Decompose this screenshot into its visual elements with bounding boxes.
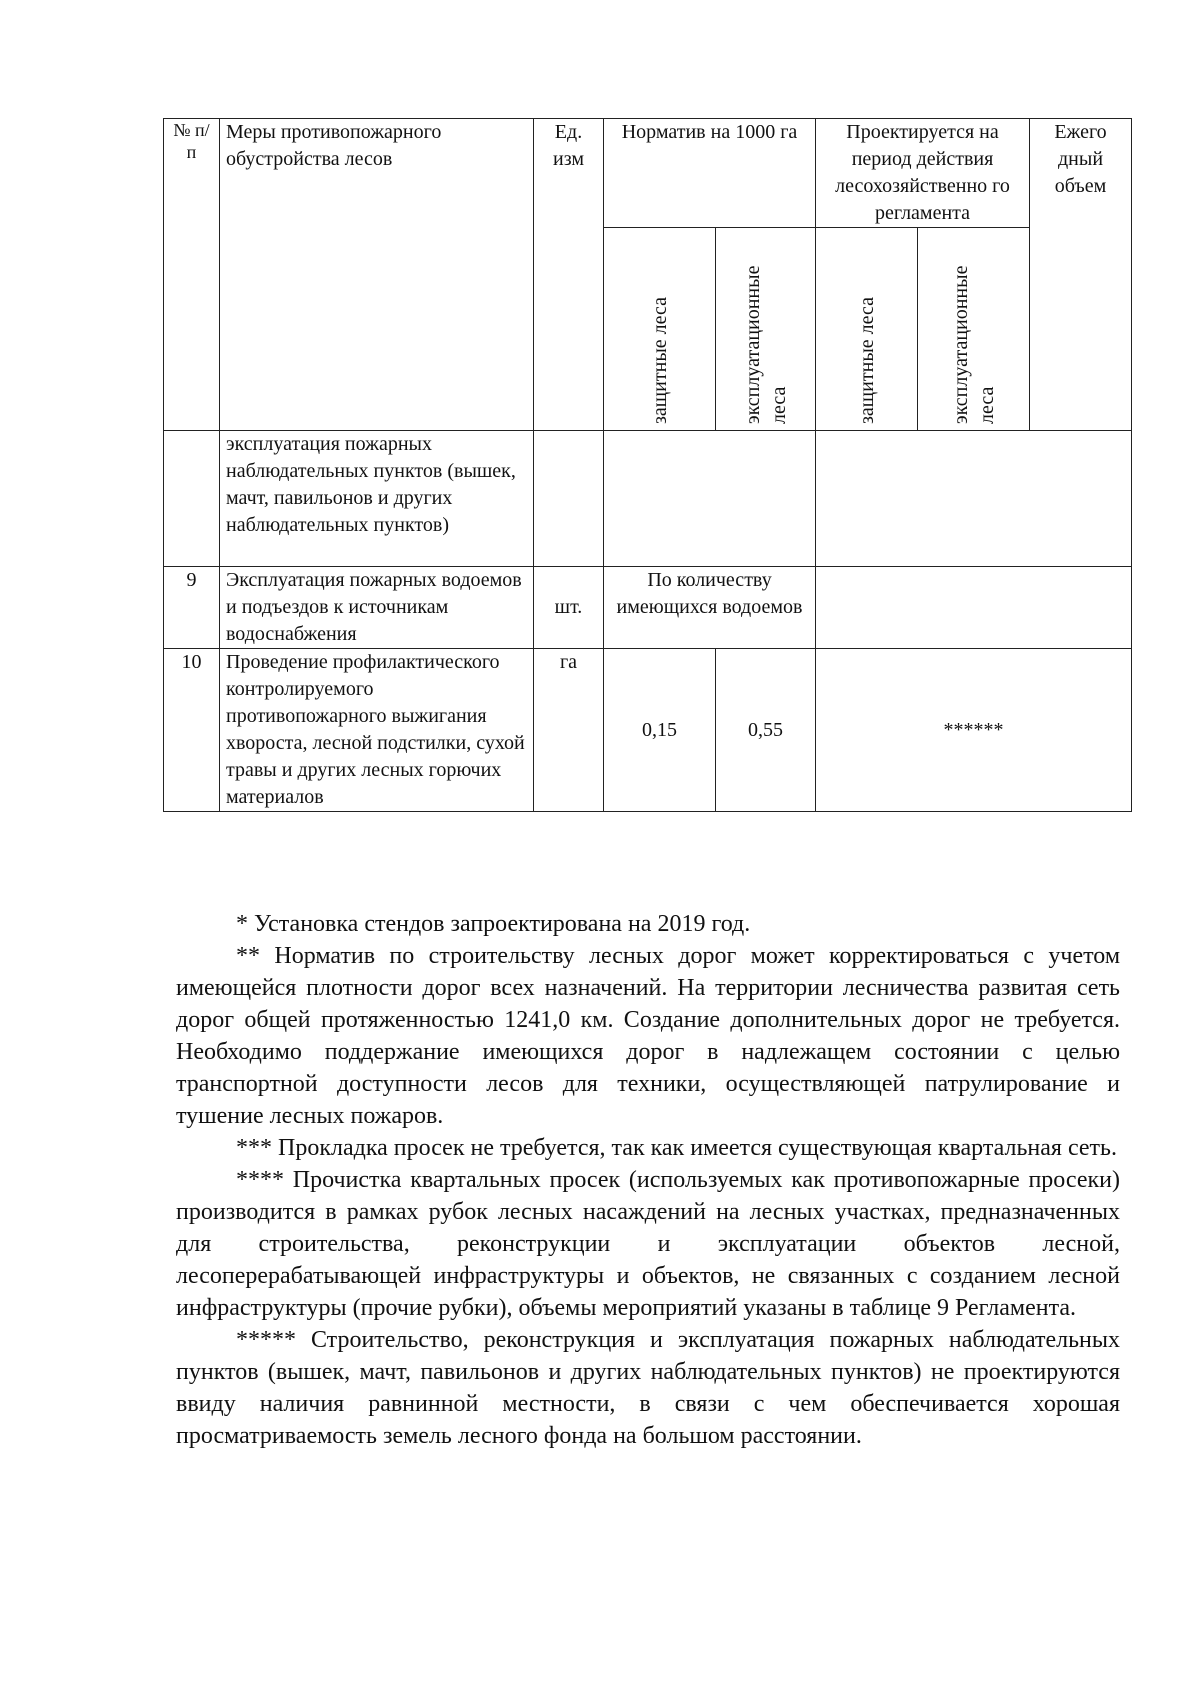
row-norm <box>604 431 816 567</box>
header-num: № п/п <box>164 119 220 431</box>
row-measure: Проведение профилактического контролируемого противопожарного выжигания хвороста, лесной подстилки, сухой травы и других лесных горючих материалов <box>220 649 534 812</box>
fire-measures-table <box>163 118 1132 812</box>
subheader-exploitation-2 <box>918 228 1030 431</box>
row-unit <box>534 431 604 567</box>
footnote-5: ***** Строительство, реконструкция и эксплуатация пожарных наблюдательных пунктов (вышек, мачт, павильонов и других наблюдательных пунктов) не проектируются ввиду наличия равнинной местности, в связи с чем обеспечивается хорошая просматриваемость земель лесного фонда на большом расстоянии. <box>176 1327 1120 1449</box>
footnote-2: ** Норматив по строительству лесных дорог может корректироваться с учетом имеющейся плотности дорог всех назначений. На территории лесничества развитая сеть дорог общей протяженностью 1241,0 км. Создание дополнительных дорог не требуется. Необходимо поддержание имеющихся дорог в надлежащем состоянии с целью транспортной доступности лесов для техники, осуществляющей патрулирование и тушение лесных пожаров. <box>176 943 1120 1129</box>
footnote-3: *** Прокладка просек не требуется, так как имеется существующая квартальная сеть. <box>236 1135 1117 1161</box>
header-norm: Норматив на 1000 га <box>604 119 816 228</box>
row-num: 10 <box>164 649 220 812</box>
row-num: 9 <box>164 567 220 649</box>
subheader-exploitation <box>716 228 816 431</box>
subheader-protective <box>604 228 716 431</box>
row-norm-protective: 0,15 <box>604 649 716 812</box>
row-measure: эксплуатация пожарных наблюдательных пунктов (вышек, мачт, павильонов и других наблюдательных пунктов) <box>220 431 534 567</box>
subheader-exploitation-text: эксплуатационные леса <box>741 265 790 424</box>
row-projected: ****** <box>816 649 1132 812</box>
row-norm-exploitation: 0,55 <box>716 649 816 812</box>
header-unit: Ед. изм <box>534 119 604 431</box>
subheader-protective-text: защитные леса <box>648 297 671 424</box>
subheader-protective-2-text: защитные леса <box>855 297 878 424</box>
footnotes <box>176 908 1120 1452</box>
footnote-1: * Установка стендов запроектирована на 2019 год. <box>236 911 751 937</box>
footnote-4: **** Прочистка квартальных просек (используемых как противопожарные просеки) производится в рамках рубок лесных насаждений на лесных участках, предназначенных для строительства, реконструкции и эксплуатации объектов лесной, лесоперерабатывающей инфраструктуры и объектов, не связанных с созданием лесной инфраструктуры (прочие рубки), объемы мероприятий указаны в таблице 9 Регламента. <box>176 1167 1120 1321</box>
subheader-exploitation-2-text: эксплуатационные леса <box>949 265 998 424</box>
table-row <box>164 567 1132 649</box>
subheader-protective-2 <box>816 228 918 431</box>
header-measures: Меры противопожарного обустройства лесов <box>220 119 534 431</box>
table-header-row <box>164 119 1132 228</box>
row-projected <box>816 567 1132 649</box>
header-annual: Ежего дный объем <box>1030 119 1132 431</box>
table-row <box>164 431 1132 567</box>
row-unit: шт. <box>534 567 604 649</box>
row-measure: Эксплуатация пожарных водоемов и подъездов к источникам водоснабжения <box>220 567 534 649</box>
row-projected <box>816 431 1132 567</box>
row-norm: По количеству имеющихся водоемов <box>604 567 816 649</box>
row-unit: га <box>534 649 604 812</box>
row-num <box>164 431 220 567</box>
table-row <box>164 649 1132 812</box>
header-projected: Проектируется на период действия лесохозяйственно го регламента <box>816 119 1030 228</box>
